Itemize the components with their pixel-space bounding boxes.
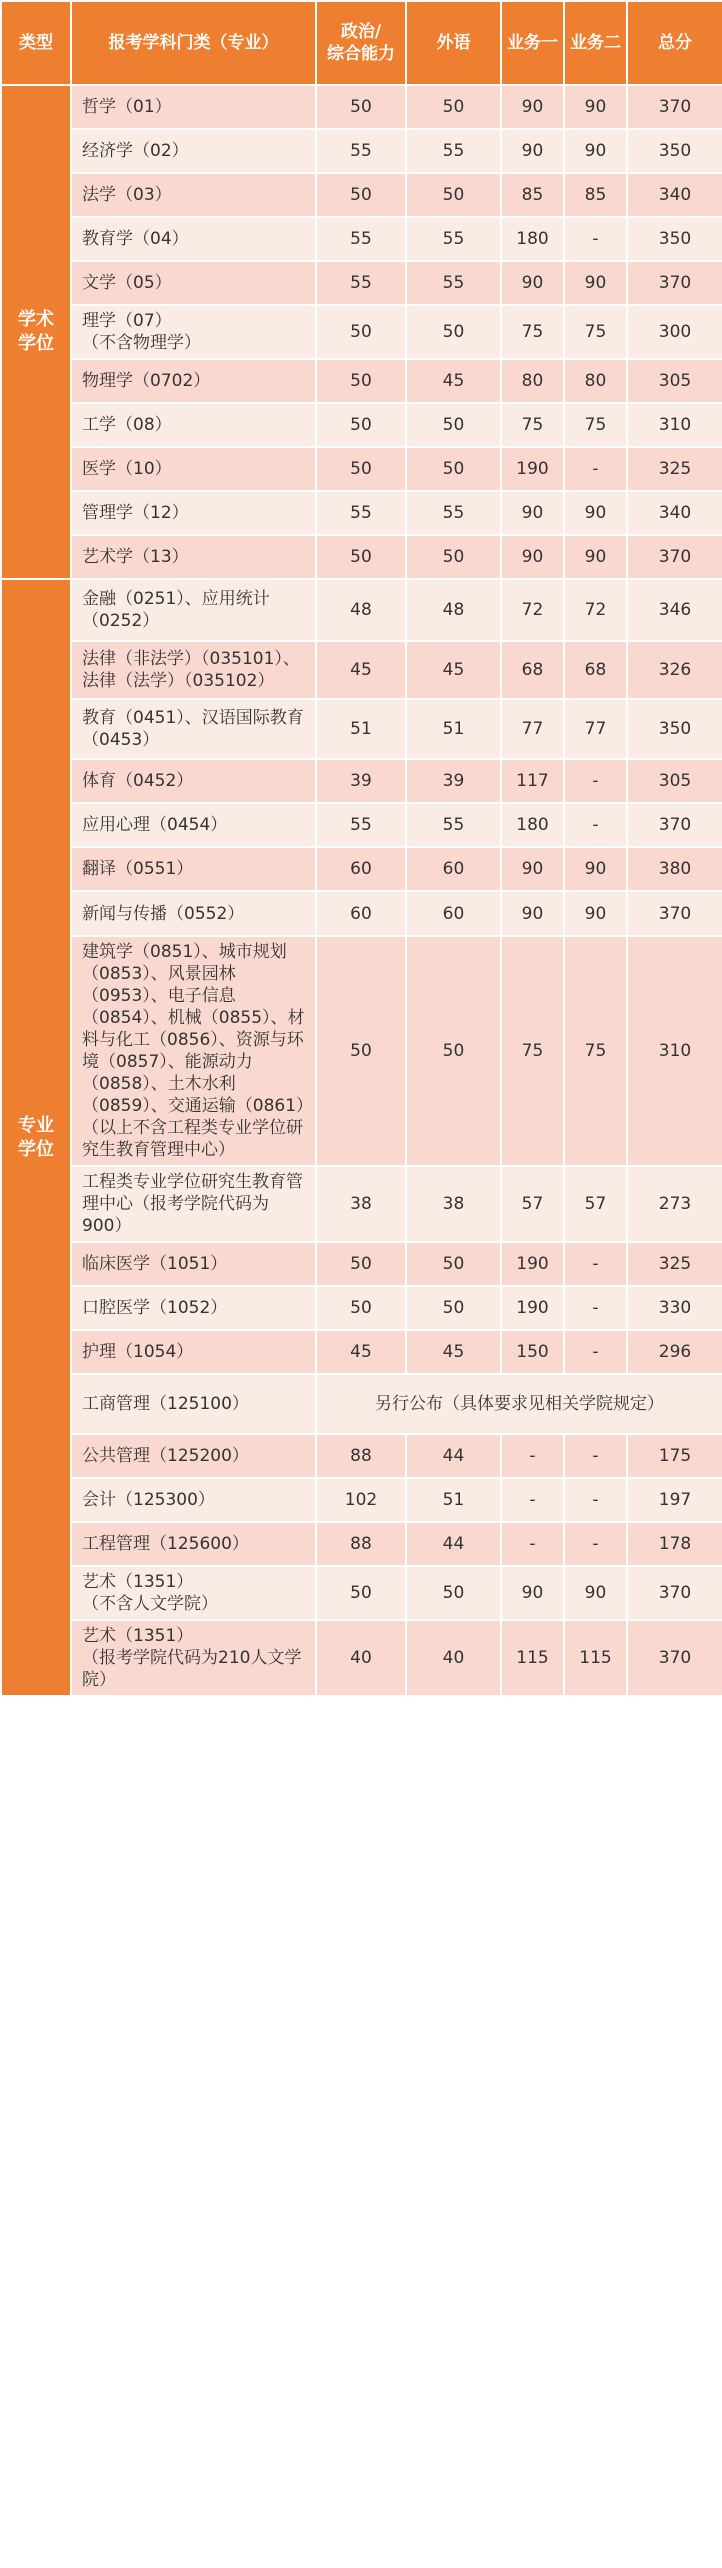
- politics-cell: 50: [316, 1242, 406, 1286]
- foreign-cell: 55: [406, 261, 501, 305]
- course2-cell: 90: [564, 85, 627, 129]
- total-cell: 370: [627, 803, 722, 847]
- total-cell: 350: [627, 217, 722, 261]
- table-row: [1, 85, 722, 129]
- politics-cell: 45: [316, 641, 406, 699]
- course1-cell: 90: [501, 535, 564, 579]
- subject-cell: 艺术学（13）: [71, 535, 316, 579]
- politics-cell: 50: [316, 535, 406, 579]
- politics-cell: 60: [316, 891, 406, 936]
- table-row: [1, 305, 722, 359]
- total-cell: 370: [627, 891, 722, 936]
- politics-cell: 48: [316, 579, 406, 641]
- subject-cell: 艺术（1351） （不含人文学院）: [71, 1566, 316, 1620]
- course1-cell: 80: [501, 359, 564, 403]
- subject-cell: 应用心理（0454）: [71, 803, 316, 847]
- course1-cell: 90: [501, 891, 564, 936]
- foreign-cell: 55: [406, 129, 501, 173]
- foreign-cell: 44: [406, 1522, 501, 1566]
- table-row: [1, 803, 722, 847]
- politics-cell: 45: [316, 1330, 406, 1374]
- politics-cell: 50: [316, 447, 406, 491]
- course2-cell: 72: [564, 579, 627, 641]
- table-row: [1, 1620, 722, 1696]
- table-row: [1, 1566, 722, 1620]
- foreign-cell: 45: [406, 641, 501, 699]
- header-politics: 政治/ 综合能力: [316, 1, 406, 85]
- politics-cell: 55: [316, 261, 406, 305]
- table-row: [1, 891, 722, 936]
- subject-cell: 工程类专业学位研究生教育管理中心（报考学院代码为900）: [71, 1166, 316, 1242]
- score-table-body: [1, 85, 722, 1696]
- course2-cell: -: [564, 759, 627, 803]
- subject-cell: 哲学（01）: [71, 85, 316, 129]
- total-cell: 296: [627, 1330, 722, 1374]
- foreign-cell: 40: [406, 1620, 501, 1696]
- total-cell: 340: [627, 173, 722, 217]
- total-cell: 370: [627, 535, 722, 579]
- foreign-cell: 60: [406, 847, 501, 891]
- course1-cell: 75: [501, 936, 564, 1166]
- foreign-cell: 55: [406, 803, 501, 847]
- course2-cell: -: [564, 803, 627, 847]
- politics-cell: 55: [316, 129, 406, 173]
- course1-cell: 90: [501, 85, 564, 129]
- course2-cell: 57: [564, 1166, 627, 1242]
- politics-cell: 50: [316, 936, 406, 1166]
- course2-cell: -: [564, 1330, 627, 1374]
- total-cell: 178: [627, 1522, 722, 1566]
- table-row: [1, 1522, 722, 1566]
- table-row: [1, 699, 722, 759]
- subject-cell: 医学（10）: [71, 447, 316, 491]
- table-row: [1, 1242, 722, 1286]
- politics-cell: 50: [316, 305, 406, 359]
- course2-cell: 75: [564, 403, 627, 447]
- total-cell: 346: [627, 579, 722, 641]
- header-course2: 业务二: [564, 1, 627, 85]
- course1-cell: 190: [501, 1242, 564, 1286]
- politics-cell: 55: [316, 217, 406, 261]
- total-cell: 370: [627, 85, 722, 129]
- subject-cell: 法学（03）: [71, 173, 316, 217]
- foreign-cell: 50: [406, 1566, 501, 1620]
- subject-cell: 物理学（0702）: [71, 359, 316, 403]
- course1-cell: 190: [501, 447, 564, 491]
- course2-cell: 85: [564, 173, 627, 217]
- foreign-cell: 50: [406, 1242, 501, 1286]
- course2-cell: 90: [564, 847, 627, 891]
- course1-cell: 180: [501, 217, 564, 261]
- subject-cell: 口腔医学（1052）: [71, 1286, 316, 1330]
- politics-cell: 102: [316, 1478, 406, 1522]
- course2-cell: -: [564, 217, 627, 261]
- subject-cell: 建筑学（0851）、城市规划（0853）、风景园林（0953）、电子信息（0854）、机械（0855）、材料与化工（0856）、资源与环境（0857）、能源动力（0858）、土木水利（0859）、交通运输（0861）（以上不含工程类专业学位研究生教育管理中心）: [71, 936, 316, 1166]
- course2-cell: 90: [564, 535, 627, 579]
- politics-cell: 50: [316, 359, 406, 403]
- politics-cell: 55: [316, 491, 406, 535]
- total-cell: 370: [627, 1620, 722, 1696]
- course2-cell: 68: [564, 641, 627, 699]
- table-row: [1, 1330, 722, 1374]
- subject-cell: 新闻与传播（0552）: [71, 891, 316, 936]
- course1-cell: 115: [501, 1620, 564, 1696]
- course2-cell: 90: [564, 891, 627, 936]
- foreign-cell: 51: [406, 1478, 501, 1522]
- course2-cell: -: [564, 447, 627, 491]
- course1-cell: 57: [501, 1166, 564, 1242]
- table-row: [1, 936, 722, 1166]
- foreign-cell: 50: [406, 936, 501, 1166]
- subject-cell: 公共管理（125200）: [71, 1434, 316, 1478]
- course2-cell: 115: [564, 1620, 627, 1696]
- politics-cell: 40: [316, 1620, 406, 1696]
- table-row: [1, 1166, 722, 1242]
- course1-cell: 72: [501, 579, 564, 641]
- course1-cell: 90: [501, 261, 564, 305]
- politics-cell: 39: [316, 759, 406, 803]
- table-row: [1, 173, 722, 217]
- course1-cell: 75: [501, 403, 564, 447]
- politics-cell: 60: [316, 847, 406, 891]
- subject-cell: 工商管理（125100）: [71, 1374, 316, 1434]
- table-row: [1, 1374, 722, 1434]
- course1-cell: 75: [501, 305, 564, 359]
- subject-cell: 工学（08）: [71, 403, 316, 447]
- course2-cell: -: [564, 1522, 627, 1566]
- foreign-cell: 60: [406, 891, 501, 936]
- subject-cell: 教育（0451）、汉语国际教育（0453）: [71, 699, 316, 759]
- total-cell: 370: [627, 1566, 722, 1620]
- subject-cell: 文学（05）: [71, 261, 316, 305]
- course2-cell: 90: [564, 261, 627, 305]
- table-row: [1, 535, 722, 579]
- table-row: [1, 641, 722, 699]
- table-row: [1, 1478, 722, 1522]
- foreign-cell: 45: [406, 359, 501, 403]
- course1-cell: 85: [501, 173, 564, 217]
- course2-cell: -: [564, 1478, 627, 1522]
- course1-cell: 90: [501, 129, 564, 173]
- course1-cell: 190: [501, 1286, 564, 1330]
- table-row: [1, 447, 722, 491]
- total-cell: 350: [627, 129, 722, 173]
- note-cell: 另行公布（具体要求见相关学院规定）: [316, 1374, 722, 1434]
- politics-cell: 88: [316, 1434, 406, 1478]
- foreign-cell: 50: [406, 535, 501, 579]
- course1-cell: 90: [501, 847, 564, 891]
- subject-cell: 法律（非法学）（035101）、法律（法学）（035102）: [71, 641, 316, 699]
- foreign-cell: 39: [406, 759, 501, 803]
- table-row: [1, 1434, 722, 1478]
- subject-cell: 艺术（1351） （报考学院代码为210人文学院）: [71, 1620, 316, 1696]
- course2-cell: -: [564, 1242, 627, 1286]
- foreign-cell: 50: [406, 403, 501, 447]
- foreign-cell: 51: [406, 699, 501, 759]
- course2-cell: 77: [564, 699, 627, 759]
- total-cell: 325: [627, 1242, 722, 1286]
- total-cell: 305: [627, 759, 722, 803]
- politics-cell: 50: [316, 1286, 406, 1330]
- foreign-cell: 50: [406, 447, 501, 491]
- subject-cell: 护理（1054）: [71, 1330, 316, 1374]
- total-cell: 310: [627, 403, 722, 447]
- total-cell: 305: [627, 359, 722, 403]
- course2-cell: 90: [564, 491, 627, 535]
- subject-cell: 理学（07） （不含物理学）: [71, 305, 316, 359]
- politics-cell: 50: [316, 1566, 406, 1620]
- header-foreign: 外语: [406, 1, 501, 85]
- subject-cell: 会计（125300）: [71, 1478, 316, 1522]
- foreign-cell: 55: [406, 491, 501, 535]
- course1-cell: -: [501, 1434, 564, 1478]
- header-category: 类型: [1, 1, 71, 85]
- course2-cell: 75: [564, 305, 627, 359]
- table-row: [1, 1286, 722, 1330]
- total-cell: 175: [627, 1434, 722, 1478]
- course2-cell: 75: [564, 936, 627, 1166]
- course1-cell: 180: [501, 803, 564, 847]
- category-cell: 专业 学位: [1, 579, 71, 1696]
- subject-cell: 体育（0452）: [71, 759, 316, 803]
- politics-cell: 38: [316, 1166, 406, 1242]
- politics-cell: 51: [316, 699, 406, 759]
- foreign-cell: 38: [406, 1166, 501, 1242]
- course1-cell: 90: [501, 491, 564, 535]
- foreign-cell: 50: [406, 173, 501, 217]
- category-cell: 学术 学位: [1, 85, 71, 579]
- politics-cell: 50: [316, 173, 406, 217]
- subject-cell: 翻译（0551）: [71, 847, 316, 891]
- header-row: [1, 1, 722, 85]
- table-row: [1, 217, 722, 261]
- table-row: [1, 359, 722, 403]
- foreign-cell: 50: [406, 1286, 501, 1330]
- table-row: [1, 579, 722, 641]
- course2-cell: 80: [564, 359, 627, 403]
- subject-cell: 教育学（04）: [71, 217, 316, 261]
- table-row: [1, 491, 722, 535]
- header-course1: 业务一: [501, 1, 564, 85]
- foreign-cell: 50: [406, 305, 501, 359]
- foreign-cell: 50: [406, 85, 501, 129]
- table-row: [1, 847, 722, 891]
- course2-cell: 90: [564, 129, 627, 173]
- total-cell: 310: [627, 936, 722, 1166]
- total-cell: 330: [627, 1286, 722, 1330]
- subject-cell: 临床医学（1051）: [71, 1242, 316, 1286]
- total-cell: 197: [627, 1478, 722, 1522]
- total-cell: 326: [627, 641, 722, 699]
- politics-cell: 88: [316, 1522, 406, 1566]
- subject-cell: 工程管理（125600）: [71, 1522, 316, 1566]
- course2-cell: 90: [564, 1566, 627, 1620]
- subject-cell: 经济学（02）: [71, 129, 316, 173]
- course1-cell: 68: [501, 641, 564, 699]
- subject-cell: 金融（0251）、应用统计（0252）: [71, 579, 316, 641]
- total-cell: 380: [627, 847, 722, 891]
- total-cell: 350: [627, 699, 722, 759]
- course2-cell: -: [564, 1434, 627, 1478]
- total-cell: 300: [627, 305, 722, 359]
- subject-cell: 管理学（12）: [71, 491, 316, 535]
- politics-cell: 55: [316, 803, 406, 847]
- total-cell: 370: [627, 261, 722, 305]
- table-row: [1, 261, 722, 305]
- foreign-cell: 48: [406, 579, 501, 641]
- course1-cell: -: [501, 1522, 564, 1566]
- politics-cell: 50: [316, 403, 406, 447]
- course1-cell: 117: [501, 759, 564, 803]
- table-row: [1, 403, 722, 447]
- table-row: [1, 129, 722, 173]
- total-cell: 273: [627, 1166, 722, 1242]
- header-total: 总分: [627, 1, 722, 85]
- course1-cell: 90: [501, 1566, 564, 1620]
- politics-cell: 50: [316, 85, 406, 129]
- table-row: [1, 759, 722, 803]
- foreign-cell: 45: [406, 1330, 501, 1374]
- course1-cell: -: [501, 1478, 564, 1522]
- foreign-cell: 55: [406, 217, 501, 261]
- total-cell: 340: [627, 491, 722, 535]
- course1-cell: 150: [501, 1330, 564, 1374]
- header-subject: 报考学科门类（专业）: [71, 1, 316, 85]
- foreign-cell: 44: [406, 1434, 501, 1478]
- course2-cell: -: [564, 1286, 627, 1330]
- course1-cell: 77: [501, 699, 564, 759]
- total-cell: 325: [627, 447, 722, 491]
